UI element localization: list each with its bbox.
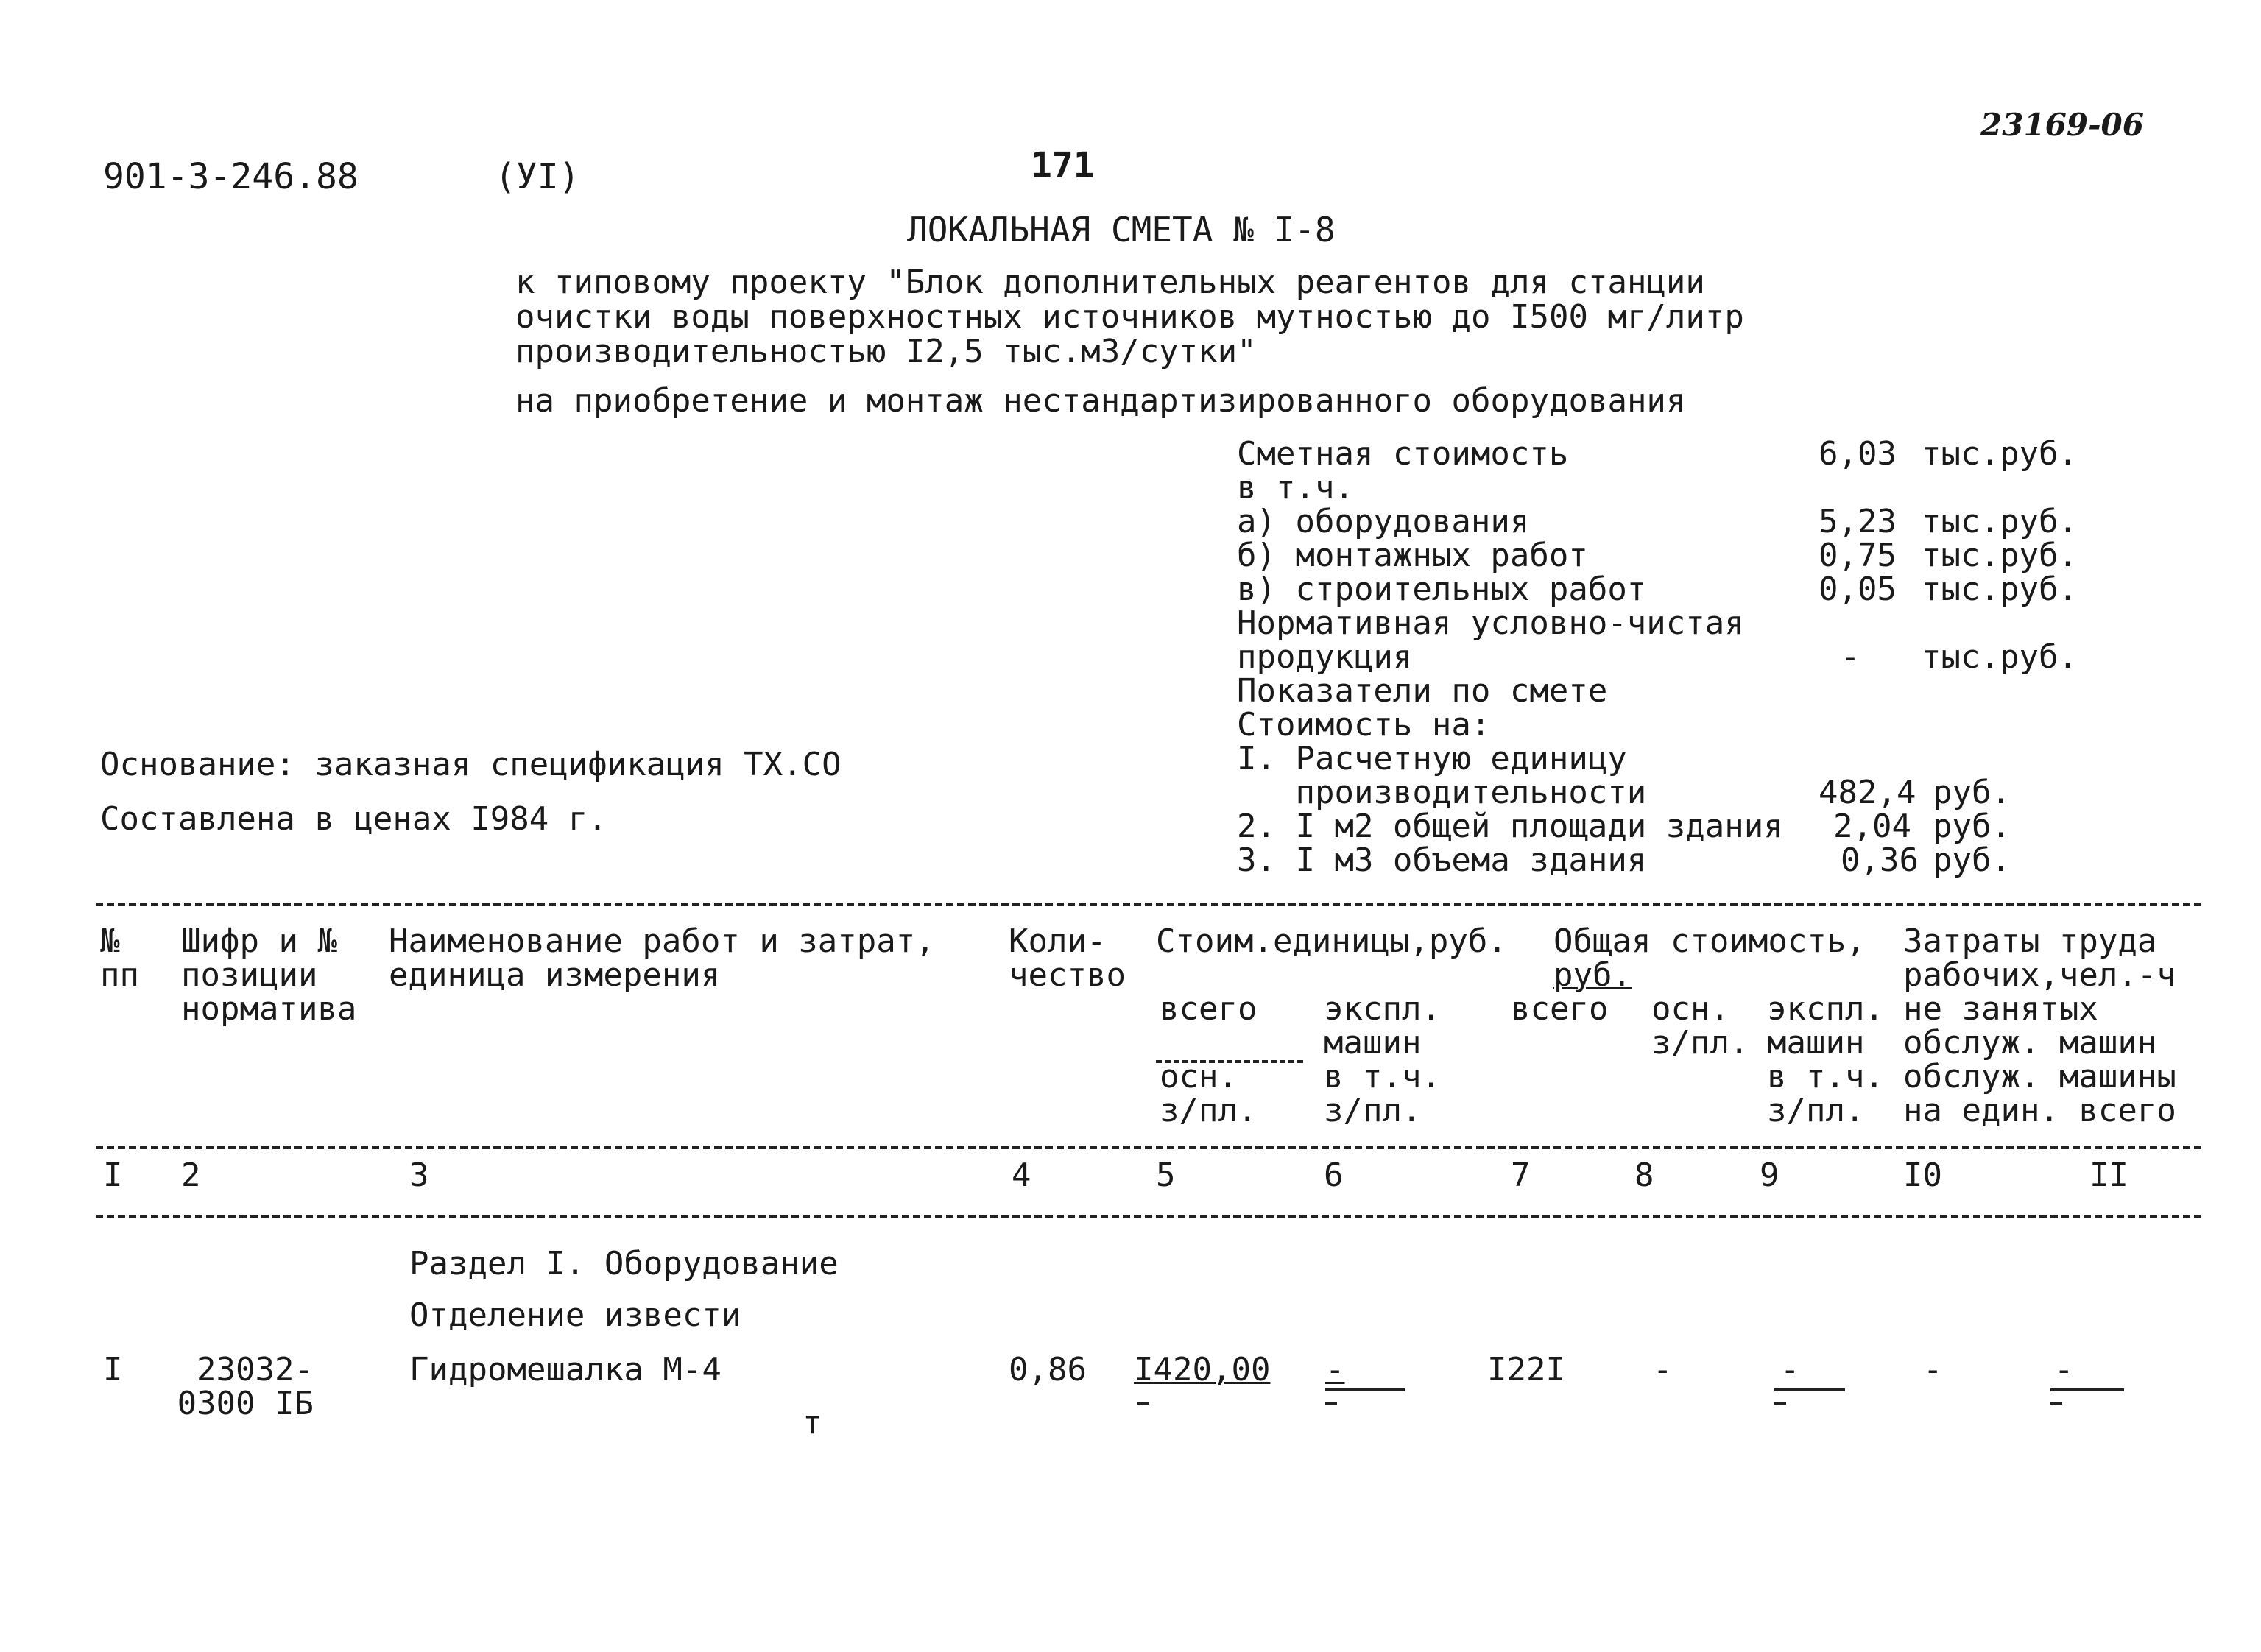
row-unit-machines-underline bbox=[1325, 1388, 1405, 1391]
column-number: 5 bbox=[1156, 1157, 1176, 1194]
header-total-wage: осн. з/пл. bbox=[1651, 990, 1749, 1062]
prices-line: Составлена в ценах I984 г. bbox=[100, 800, 607, 838]
row-total-machines-wage-dash bbox=[1774, 1402, 1786, 1405]
summary-label: производительности bbox=[1237, 774, 1647, 811]
header-total: всего bbox=[1511, 990, 1609, 1028]
row-total: I22I bbox=[1487, 1351, 1565, 1388]
header-unit-wage: осн. з/пл. bbox=[1160, 1058, 1258, 1129]
summary-unit: тыс.руб. bbox=[1922, 571, 2078, 608]
summary-unit: тыс.руб. bbox=[1922, 537, 2078, 574]
summary-value: - bbox=[1841, 638, 1860, 676]
column-number: I0 bbox=[1903, 1157, 1942, 1194]
document-title: ЛОКАЛЬНАЯ СМЕТА № I-8 bbox=[907, 210, 1336, 250]
header-labor-sub: не занятых обслуж. машин обслуж. машины на един. всего bbox=[1903, 990, 2176, 1129]
summary-label: в) строительных работ bbox=[1237, 571, 1647, 608]
summary-label: б) монтажных работ bbox=[1237, 537, 1588, 574]
row-total-machines-underline bbox=[1774, 1388, 1845, 1391]
column-number: 4 bbox=[1012, 1157, 1031, 1194]
summary-label: а) оборудования bbox=[1237, 503, 1530, 540]
header-bottom-rule bbox=[96, 1146, 2201, 1149]
summary-label: I. Расчетную единицу bbox=[1237, 740, 1627, 777]
series-code: 901-3-246.88 bbox=[103, 156, 359, 197]
column-number: 3 bbox=[409, 1157, 429, 1194]
row-total-wage: - bbox=[1653, 1351, 1673, 1388]
row-labor-total-underline bbox=[2050, 1388, 2124, 1391]
row-total-machines: - bbox=[1780, 1351, 1800, 1388]
column-number: 9 bbox=[1760, 1157, 1779, 1194]
summary-unit: руб. bbox=[1933, 808, 2011, 845]
subsection-title: Отделение извести bbox=[409, 1296, 741, 1334]
summary-unit: руб. bbox=[1933, 774, 2011, 811]
subtitle-line: производительностью I2,5 тыс.м3/сутки" bbox=[515, 333, 1257, 370]
header-unit-machines-wage: в т.ч. з/пл. bbox=[1324, 1058, 1441, 1129]
summary-unit: тыс.руб. bbox=[1922, 638, 2078, 676]
row-unit: т bbox=[803, 1404, 822, 1441]
summary-label: в т.ч. bbox=[1237, 469, 1354, 506]
row-name: Гидромешалка М-4 bbox=[409, 1351, 722, 1388]
row-labor-total-wage-dash bbox=[2050, 1402, 2062, 1405]
summary-label: Нормативная условно-чистая bbox=[1237, 604, 1744, 642]
summary-label: продукция bbox=[1237, 638, 1413, 676]
row-unit-machines-wage-dash bbox=[1325, 1402, 1337, 1405]
summary-unit: руб. bbox=[1933, 841, 2011, 879]
row-unit-wage-dash bbox=[1137, 1402, 1149, 1405]
row-number: I bbox=[103, 1351, 123, 1388]
column-numbers-rule bbox=[96, 1215, 2201, 1218]
column-number: 8 bbox=[1634, 1157, 1654, 1194]
summary-label: 2. I м2 общей площади здания bbox=[1237, 808, 1783, 845]
subtitle bbox=[515, 265, 1744, 369]
header-unit-cost-group: Стоим.единицы,руб. bbox=[1156, 922, 1507, 960]
column-number: 7 bbox=[1511, 1157, 1531, 1194]
subtitle-line: к типовому проекту "Блок дополнительных реагентов для станции bbox=[515, 264, 1705, 301]
column-number: II bbox=[2089, 1157, 2128, 1194]
header-labor-group: Затраты труда рабочих,чел.-ч bbox=[1903, 922, 2176, 994]
row-code: 23032- 0300 IБ bbox=[177, 1351, 314, 1422]
summary-value: 2,04 bbox=[1833, 808, 1911, 845]
purpose-line: на приобретение и монтаж нестандартизированного оборудования bbox=[515, 382, 1686, 420]
header-unit-total: всего bbox=[1160, 990, 1258, 1028]
row-labor-unit: - bbox=[1923, 1351, 1943, 1388]
summary-value: 5,23 bbox=[1819, 503, 1897, 540]
sheet-number: 171 bbox=[1031, 145, 1095, 186]
column-number: I bbox=[103, 1157, 123, 1194]
subtitle-line: очистки воды поверхностных источников мутностью до I500 мг/литр bbox=[515, 298, 1744, 336]
summary-value: 0,05 bbox=[1819, 571, 1897, 608]
summary-label: Стоимость на: bbox=[1237, 706, 1491, 744]
row-quantity: 0,86 bbox=[1009, 1351, 1087, 1388]
row-labor-total: - bbox=[2054, 1351, 2074, 1388]
header-code: Шифр и № позиции норматива bbox=[181, 922, 357, 1028]
summary-value: 482,4 bbox=[1819, 774, 1916, 811]
summary-value: 0,75 bbox=[1819, 537, 1897, 574]
summary-value: 6,03 bbox=[1819, 435, 1897, 473]
part-number: (УI) bbox=[495, 156, 580, 197]
header-total-group-unit: руб. bbox=[1553, 956, 1632, 994]
summary-label: Сметная стоимость bbox=[1237, 435, 1569, 473]
column-number: 2 bbox=[181, 1157, 201, 1194]
basis-line: Основание: заказная спецификация ТХ.СО bbox=[100, 746, 842, 783]
header-total-machines: экспл. машин в т.ч. з/пл. bbox=[1767, 990, 1884, 1129]
header-no: № пп bbox=[100, 922, 139, 994]
row-unit-total: I420,00 bbox=[1134, 1351, 1271, 1388]
header-qty: Коли- чество bbox=[1009, 922, 1126, 994]
summary-value: 0,36 bbox=[1841, 841, 1919, 879]
summary-unit: тыс.руб. bbox=[1922, 503, 2078, 540]
section-title: Раздел I. Оборудование bbox=[409, 1245, 839, 1282]
header-unit-machines: экспл. машин bbox=[1324, 990, 1441, 1062]
row-unit-machines: - bbox=[1325, 1351, 1345, 1388]
table-top-rule bbox=[96, 903, 2201, 906]
summary-label: 3. I м3 объема здания bbox=[1237, 841, 1647, 879]
header-total-group: Общая стоимость, bbox=[1553, 922, 1866, 960]
header-name: Наименование работ и затрат, единица измерения bbox=[389, 922, 935, 994]
summary-label: Показатели по смете bbox=[1237, 672, 1608, 710]
summary-unit: тыс.руб. bbox=[1922, 435, 2078, 473]
column-number: 6 bbox=[1324, 1157, 1344, 1194]
archive-number: 23169-06 bbox=[1980, 107, 2144, 143]
